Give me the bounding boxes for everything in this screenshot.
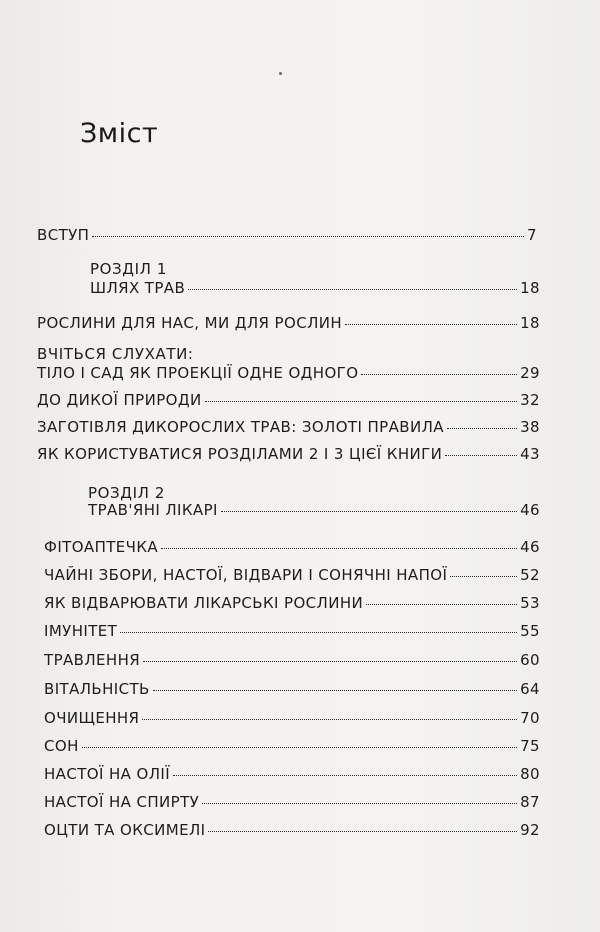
section-1-subtitle: ШЛЯХ ТРАВ bbox=[90, 279, 186, 297]
toc-entry-label: ТРАВЛЕННЯ bbox=[44, 651, 141, 669]
leader-dots bbox=[153, 690, 517, 691]
toc-entry-label: ФІТОАПТЕЧКА bbox=[44, 538, 159, 556]
toc-entry-label: ЧАЙНІ ЗБОРИ, НАСТОЇ, ВІДВАРИ І СОНЯЧНІ НАПОЇ bbox=[44, 566, 448, 584]
toc-entry-label: НАСТОЇ НА СПИРТУ bbox=[44, 793, 200, 811]
toc-entry bbox=[37, 391, 540, 409]
toc-entry-label: РОСЛИНИ ДЛЯ НАС, МИ ДЛЯ РОСЛИН bbox=[37, 314, 343, 332]
toc-entry-label: ЯК ВІДВАРЮВАТИ ЛІКАРСЬКІ РОСЛИНИ bbox=[44, 594, 364, 612]
leader-dots bbox=[143, 661, 517, 662]
leader-dots bbox=[173, 775, 517, 776]
toc-entry-label: ЯК КОРИСТУВАТИСЯ РОЗДІЛАМИ 2 І 3 ЦІЄЇ КНИГИ bbox=[37, 445, 443, 463]
page-title: Зміст bbox=[80, 118, 159, 149]
toc-entry bbox=[44, 821, 540, 839]
leader-dots bbox=[361, 374, 517, 375]
toc-entry bbox=[44, 793, 540, 811]
section-1-heading: РОЗДІЛ 1 bbox=[90, 260, 168, 278]
toc-entry bbox=[44, 651, 540, 669]
toc-page-number: 7 bbox=[527, 226, 537, 244]
toc-entry-label: ВСТУП bbox=[37, 226, 90, 244]
toc-entry-label: ВІТАЛЬНІСТЬ bbox=[44, 680, 150, 698]
subsection-heading: ВЧІТЬСЯ СЛУХАТИ: bbox=[37, 345, 194, 363]
leader-dots bbox=[208, 831, 517, 832]
toc-entry bbox=[37, 364, 540, 382]
toc-page-number: 55 bbox=[520, 622, 540, 640]
toc-page-number: 29 bbox=[520, 364, 540, 382]
toc-page-number: 52 bbox=[520, 566, 540, 584]
leader-dots bbox=[142, 719, 517, 720]
section-2-title-entry bbox=[88, 501, 540, 519]
toc-page-number: 38 bbox=[520, 418, 540, 436]
toc-page-number: 53 bbox=[520, 594, 540, 612]
toc-entry bbox=[44, 765, 540, 783]
toc-entry bbox=[44, 566, 540, 584]
toc-page-number: 18 bbox=[520, 279, 540, 297]
leader-dots bbox=[447, 428, 517, 429]
toc-entry-label: ДО ДИКОЇ ПРИРОДИ bbox=[37, 391, 202, 409]
toc-entry-intro bbox=[37, 226, 537, 244]
toc-page-number: 32 bbox=[520, 391, 540, 409]
toc-entry bbox=[44, 594, 540, 612]
leader-dots bbox=[82, 747, 517, 748]
printer-mark bbox=[279, 72, 282, 75]
toc-entry bbox=[44, 622, 540, 640]
leader-dots bbox=[445, 455, 517, 456]
toc-entry bbox=[37, 418, 540, 436]
toc-entry bbox=[44, 680, 540, 698]
toc-entry-label: СОН bbox=[44, 737, 79, 755]
leader-dots bbox=[202, 803, 517, 804]
section-2-subtitle: ТРАВ'ЯНІ ЛІКАРІ bbox=[88, 501, 218, 519]
leader-dots bbox=[161, 548, 517, 549]
toc-entry-label: ЗАГОТІВЛЯ ДИКОРОСЛИХ ТРАВ: ЗОЛОТІ ПРАВИЛА bbox=[37, 418, 444, 436]
toc-entry-label: ТІЛО І САД ЯК ПРОЕКЦІЇ ОДНЕ ОДНОГО bbox=[37, 364, 359, 382]
toc-page-number: 46 bbox=[520, 501, 540, 519]
leader-dots bbox=[450, 576, 517, 577]
toc-page-number: 80 bbox=[520, 765, 540, 783]
toc-page-number: 64 bbox=[520, 680, 540, 698]
toc-entry-label: НАСТОЇ НА ОЛІЇ bbox=[44, 765, 171, 783]
toc-page-number: 75 bbox=[520, 737, 540, 755]
toc-entry-label: ІМУНІТЕТ bbox=[44, 622, 118, 640]
toc-entry-label: ОЦТИ ТА ОКСИМЕЛІ bbox=[44, 821, 206, 839]
toc-page-number: 18 bbox=[520, 314, 540, 332]
leader-dots bbox=[345, 324, 517, 325]
toc-page-number: 60 bbox=[520, 651, 540, 669]
leader-dots bbox=[221, 511, 517, 512]
toc-page-number: 87 bbox=[520, 793, 540, 811]
leader-dots bbox=[120, 632, 517, 633]
toc-page-number: 43 bbox=[520, 445, 540, 463]
leader-dots bbox=[92, 236, 524, 237]
toc-entry bbox=[37, 314, 540, 332]
leader-dots bbox=[366, 604, 517, 605]
leader-dots bbox=[205, 401, 517, 402]
toc-entry bbox=[44, 709, 540, 727]
toc-entry bbox=[44, 538, 540, 556]
toc-page-number: 92 bbox=[520, 821, 540, 839]
toc-entry bbox=[37, 445, 540, 463]
section-1-title-entry bbox=[90, 279, 540, 297]
section-2-heading: РОЗДІЛ 2 bbox=[88, 484, 166, 502]
toc-page-number: 46 bbox=[520, 538, 540, 556]
toc-entry bbox=[44, 737, 540, 755]
toc-page-number: 70 bbox=[520, 709, 540, 727]
leader-dots bbox=[188, 289, 517, 290]
toc-entry-label: ОЧИЩЕННЯ bbox=[44, 709, 140, 727]
